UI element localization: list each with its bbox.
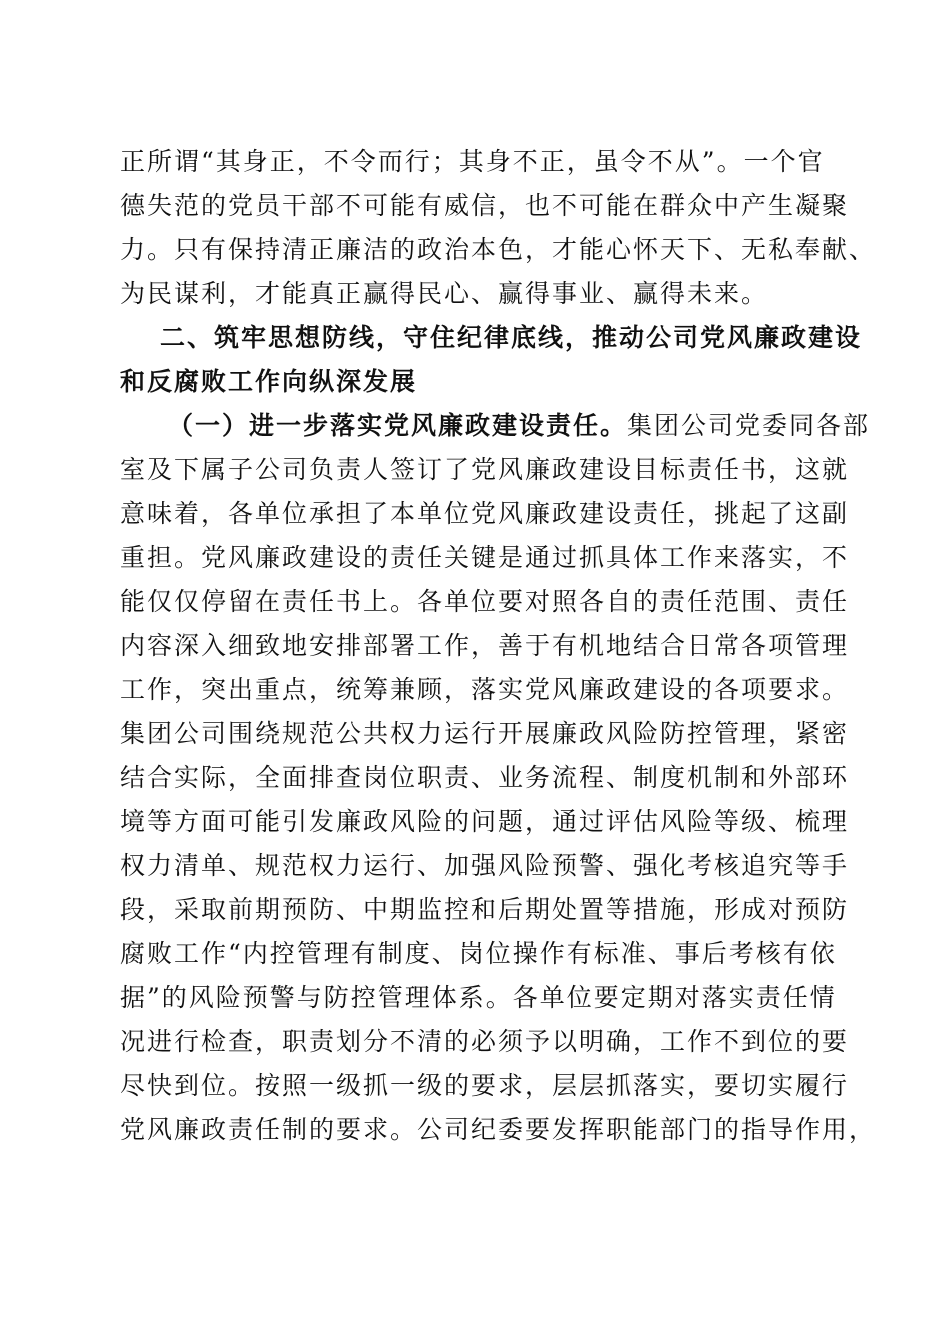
paragraph-line: 境等方面可能引发廉政风险的问题，通过评估风险等级、梳理 bbox=[120, 807, 850, 836]
subsection-heading: （一）进一步落实党风廉政建设责任。 bbox=[168, 411, 628, 440]
paragraph-line: 党风廉政责任制的要求。公司纪委要发挥职能部门的指导作用， bbox=[120, 1115, 877, 1144]
paragraph-line: 权力清单、规范权力运行、加强风险预警、强化考核追究等手 bbox=[120, 851, 850, 880]
paragraph-line: 集团公司围绕规范公共权力运行开展廉政风险防控管理，紧密 bbox=[120, 719, 850, 748]
paragraph-line: 结合实际，全面排查岗位职责、业务流程、制度机制和外部环 bbox=[120, 763, 850, 792]
paragraph-line: 尽快到位。按照一级抓一级的要求，层层抓落实，要切实履行 bbox=[120, 1071, 850, 1100]
paragraph-line: 力。只有保持清正廉洁的政治本色，才能心怀天下、无私奉献、 bbox=[120, 235, 877, 264]
paragraph-line: 工作，突出重点，统筹兼顾，落实党风廉政建设的各项要求。 bbox=[120, 675, 850, 704]
paragraph-line: 内容深入细致地安排部署工作，善于有机地结合日常各项管理 bbox=[120, 631, 850, 660]
paragraph-line: 据”的风险预警与防控管理体系。各单位要定期对落实责任情 bbox=[120, 983, 837, 1012]
paragraph-line: 室及下属子公司负责人签订了党风廉政建设目标责任书，这就 bbox=[120, 455, 850, 484]
section-heading: 和反腐败工作向纵深发展 bbox=[120, 367, 418, 396]
paragraph-text: 集团公司党委同各部 bbox=[627, 411, 871, 440]
paragraph-line: 况进行检查，职责划分不清的必须予以明确，工作不到位的要 bbox=[120, 1027, 850, 1056]
subsection-first-line bbox=[168, 409, 898, 443]
paragraph-line: 德失范的党员干部不可能有威信，也不可能在群众中产生凝聚 bbox=[120, 191, 850, 220]
paragraph-line: 正所谓“其身正，不令而行；其身不正，虽令不从”。一个官 bbox=[120, 147, 825, 176]
paragraph-line: 段，采取前期预防、中期监控和后期处置等措施，形成对预防 bbox=[120, 895, 850, 924]
paragraph-line: 重担。党风廉政建设的责任关键是通过抓具体工作来落实，不 bbox=[120, 543, 850, 572]
section-heading: 二、筑牢思想防线，守住纪律底线，推动公司党风廉政建设 bbox=[160, 323, 863, 352]
paragraph-line: 腐败工作“内控管理有制度、岗位操作有标准、事后考核有依 bbox=[120, 939, 837, 968]
paragraph-line: 为民谋利，才能真正赢得民心、赢得事业、赢得未来。 bbox=[120, 279, 769, 308]
paragraph-line: 意味着，各单位承担了本单位党风廉政建设责任，挑起了这副 bbox=[120, 499, 850, 528]
paragraph-line: 能仅仅停留在责任书上。各单位要对照各自的责任范围、责任 bbox=[120, 587, 850, 616]
